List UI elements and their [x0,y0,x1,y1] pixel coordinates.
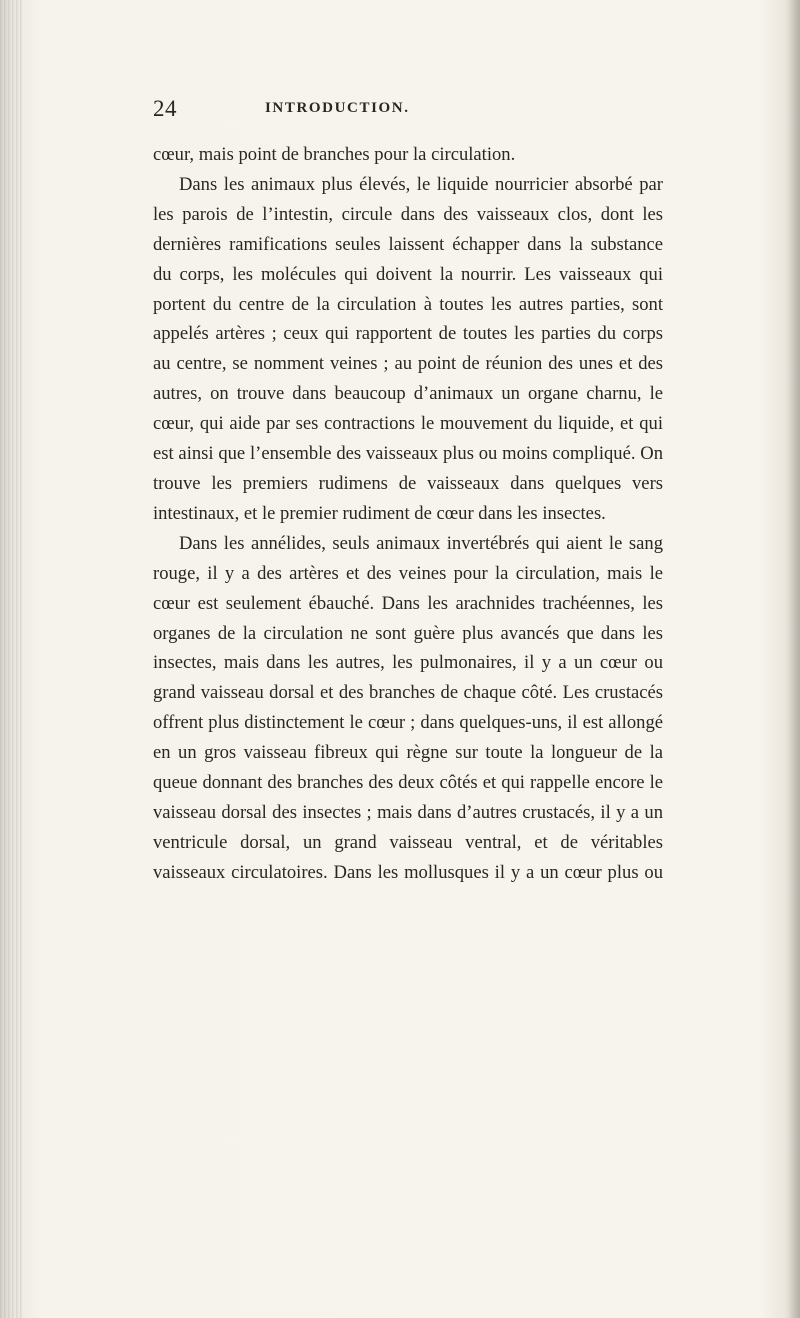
paragraph-1: cœur, mais point de branches pour la circulation. [153,144,516,165]
paragraph-3: Dans les annélides, seuls animaux invertébrés qui aient le sang rouge, il y a des artères et des veines pour la circulation, mais le cœur est seulement ébauché. Dans les arachnides trachéennes, les organes de la circulation ne sont guère plus avancés que dans les insectes, mais dans les autres, les pulmonaires, il y a un cœur ou grand vaisseau dorsal et des branches de chaque côté. Les crustacés offrent plus distinctement le cœur ; dans quelques-uns, il est allongé en un gros vaisseau fibreux qui règne sur toute la longueur de la queue donnant des branches des deux côtés et qui rappelle encore le vaisseau dorsal des insectes ; mais dans d’autres crustacés, il y a un ventricule dorsal, un grand vaisseau ventral, et de véritables vaisseaux circulatoires. Dans les mollusques il y a un cœur plus ou [153,532,663,883]
body-text [153,140,663,888]
page-header [153,96,663,126]
page-edge-shadow [788,0,800,1318]
page-number: 24 [153,96,177,121]
running-head: INTRODUCTION. [265,100,410,116]
page-binding-shadow [0,0,22,1318]
paragraph-2: Dans les animaux plus élevés, le liquide nourricier absorbé par les parois de l’intestin, circule dans des vaisseaux clos, dont les dernières ramifications seules laissent échapper dans la substance du corps, les molécules qui doivent la nourrir. Les vaisseaux qui portent du centre de la circulation à toutes les autres parties, sont appelés artères ; ceux qui rapportent de toutes les parties du corps au centre, se nomment veines ; au point de réunion des unes et des autres, on trouve dans beaucoup d’animaux un organe charnu, le cœur, qui aide par ses contractions le mouvement du liquide, et qui est ainsi que l’ensemble des vaisseaux plus ou moins compliqué. On trouve les premiers rudimens de vaisseaux dans quelques vers intestinaux, et le premier rudiment de cœur dans les insectes. [153,173,663,524]
